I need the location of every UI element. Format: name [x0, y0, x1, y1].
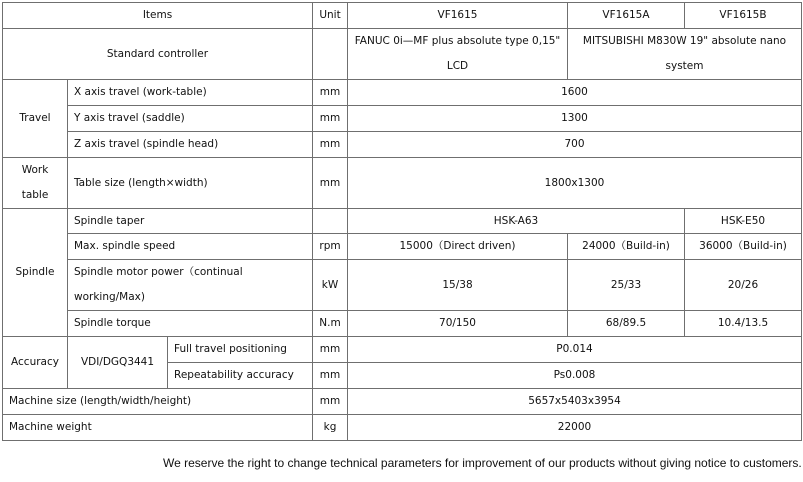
spindle-speed-label: Max. spindle speed: [68, 234, 313, 260]
spindle-power-label-line2: working/Max): [74, 291, 145, 303]
machine-weight-label: Machine weight: [3, 415, 313, 441]
machine-weight-row: [3, 415, 802, 441]
worktable-group-line1: Work: [21, 164, 49, 176]
accuracy-standard: VDI/DGQ3441: [68, 337, 168, 389]
machine-size-label: Machine size (length/width/height): [3, 389, 313, 415]
spindle-torque-vf1615: 70/150: [348, 311, 568, 337]
spindle-speed-row: [3, 234, 802, 260]
accuracy-full-unit: mm: [313, 337, 348, 363]
spindle-taper-vf1615-ab: HSK-A63: [348, 209, 685, 234]
travel-y-row: [3, 106, 802, 132]
spindle-taper-unit: [313, 209, 348, 234]
controller-label: Standard controller: [3, 29, 313, 80]
travel-x-label: X axis travel (work-table): [68, 80, 313, 106]
spindle-torque-label: Spindle torque: [68, 311, 313, 337]
travel-x-row: [3, 80, 802, 106]
table-size-unit: mm: [313, 158, 348, 209]
spindle-torque-vf1615b: 10.4/13.5: [685, 311, 802, 337]
machine-size-unit: mm: [313, 389, 348, 415]
travel-z-row: [3, 132, 802, 158]
machine-weight-value: 22000: [348, 415, 802, 441]
spindle-speed-vf1615a: 24000（Build-in): [568, 234, 685, 260]
travel-group-label: Travel: [3, 80, 68, 158]
spindle-torque-unit: N.m: [313, 311, 348, 337]
spindle-power-row: [3, 260, 802, 311]
travel-x-value: 1600: [348, 80, 802, 106]
header-unit: Unit: [313, 3, 348, 29]
travel-y-label: Y axis travel (saddle): [68, 106, 313, 132]
spindle-speed-vf1615b: 36000（Build-in): [685, 234, 802, 260]
spindle-power-label-line1: Spindle motor power（continual: [74, 266, 243, 278]
machine-weight-unit: kg: [313, 415, 348, 441]
worktable-row: [3, 158, 802, 209]
spindle-power-vf1615: 15/38: [348, 260, 568, 311]
spindle-taper-label: Spindle taper: [68, 209, 313, 234]
spindle-torque-vf1615a: 68/89.5: [568, 311, 685, 337]
spec-table: [2, 2, 802, 441]
table-size-value: 1800x1300: [348, 158, 802, 209]
travel-z-label: Z axis travel (spindle head): [68, 132, 313, 158]
spindle-speed-vf1615: 15000（Direct driven): [348, 234, 568, 260]
accuracy-full-value: P0.014: [348, 337, 802, 363]
accuracy-repeat-unit: mm: [313, 363, 348, 389]
accuracy-repeat-label: Repeatability accuracy: [168, 363, 313, 389]
table-size-label: Table size (length×width): [68, 158, 313, 209]
header-row: [3, 3, 802, 29]
controller-vf1615ab-line1: MITSUBISHI M830W 19" absolute nano: [582, 35, 787, 47]
controller-vf1615-line2: LCD: [446, 60, 469, 72]
spindle-group-label: Spindle: [3, 209, 68, 337]
controller-vf1615: [348, 29, 568, 80]
header-vf1615: VF1615: [348, 3, 568, 29]
travel-z-value: 700: [348, 132, 802, 158]
spindle-power-vf1615b: 20/26: [685, 260, 802, 311]
spindle-torque-row: [3, 311, 802, 337]
header-vf1615b: VF1615B: [685, 3, 802, 29]
travel-y-unit: mm: [313, 106, 348, 132]
spindle-taper-row: [3, 209, 802, 234]
accuracy-repeat-value: Ps0.008: [348, 363, 802, 389]
spindle-taper-vf1615b: HSK-E50: [685, 209, 802, 234]
spindle-power-label: [68, 260, 313, 311]
travel-z-unit: mm: [313, 132, 348, 158]
footer-disclaimer: We reserve the right to change technical parameters for improvement of our products without giving notice to customers.: [163, 456, 802, 470]
controller-row: [3, 29, 802, 80]
header-vf1615a: VF1615A: [568, 3, 685, 29]
accuracy-full-row: [3, 337, 802, 363]
travel-y-value: 1300: [348, 106, 802, 132]
controller-unit: [313, 29, 348, 80]
worktable-group-label: [3, 158, 68, 209]
header-items: Items: [3, 3, 313, 29]
controller-vf1615-line1: FANUC 0i—MF plus absolute type 0,15": [354, 35, 561, 47]
spindle-power-unit: kW: [313, 260, 348, 311]
travel-x-unit: mm: [313, 80, 348, 106]
accuracy-full-label: Full travel positioning: [168, 337, 313, 363]
machine-size-value: 5657x5403x3954: [348, 389, 802, 415]
controller-vf1615ab: [568, 29, 802, 80]
controller-vf1615ab-line2: system: [665, 60, 704, 72]
spindle-speed-unit: rpm: [313, 234, 348, 260]
spindle-power-vf1615a: 25/33: [568, 260, 685, 311]
machine-size-row: [3, 389, 802, 415]
worktable-group-line2: table: [21, 189, 49, 201]
accuracy-group-label: Accuracy: [3, 337, 68, 389]
